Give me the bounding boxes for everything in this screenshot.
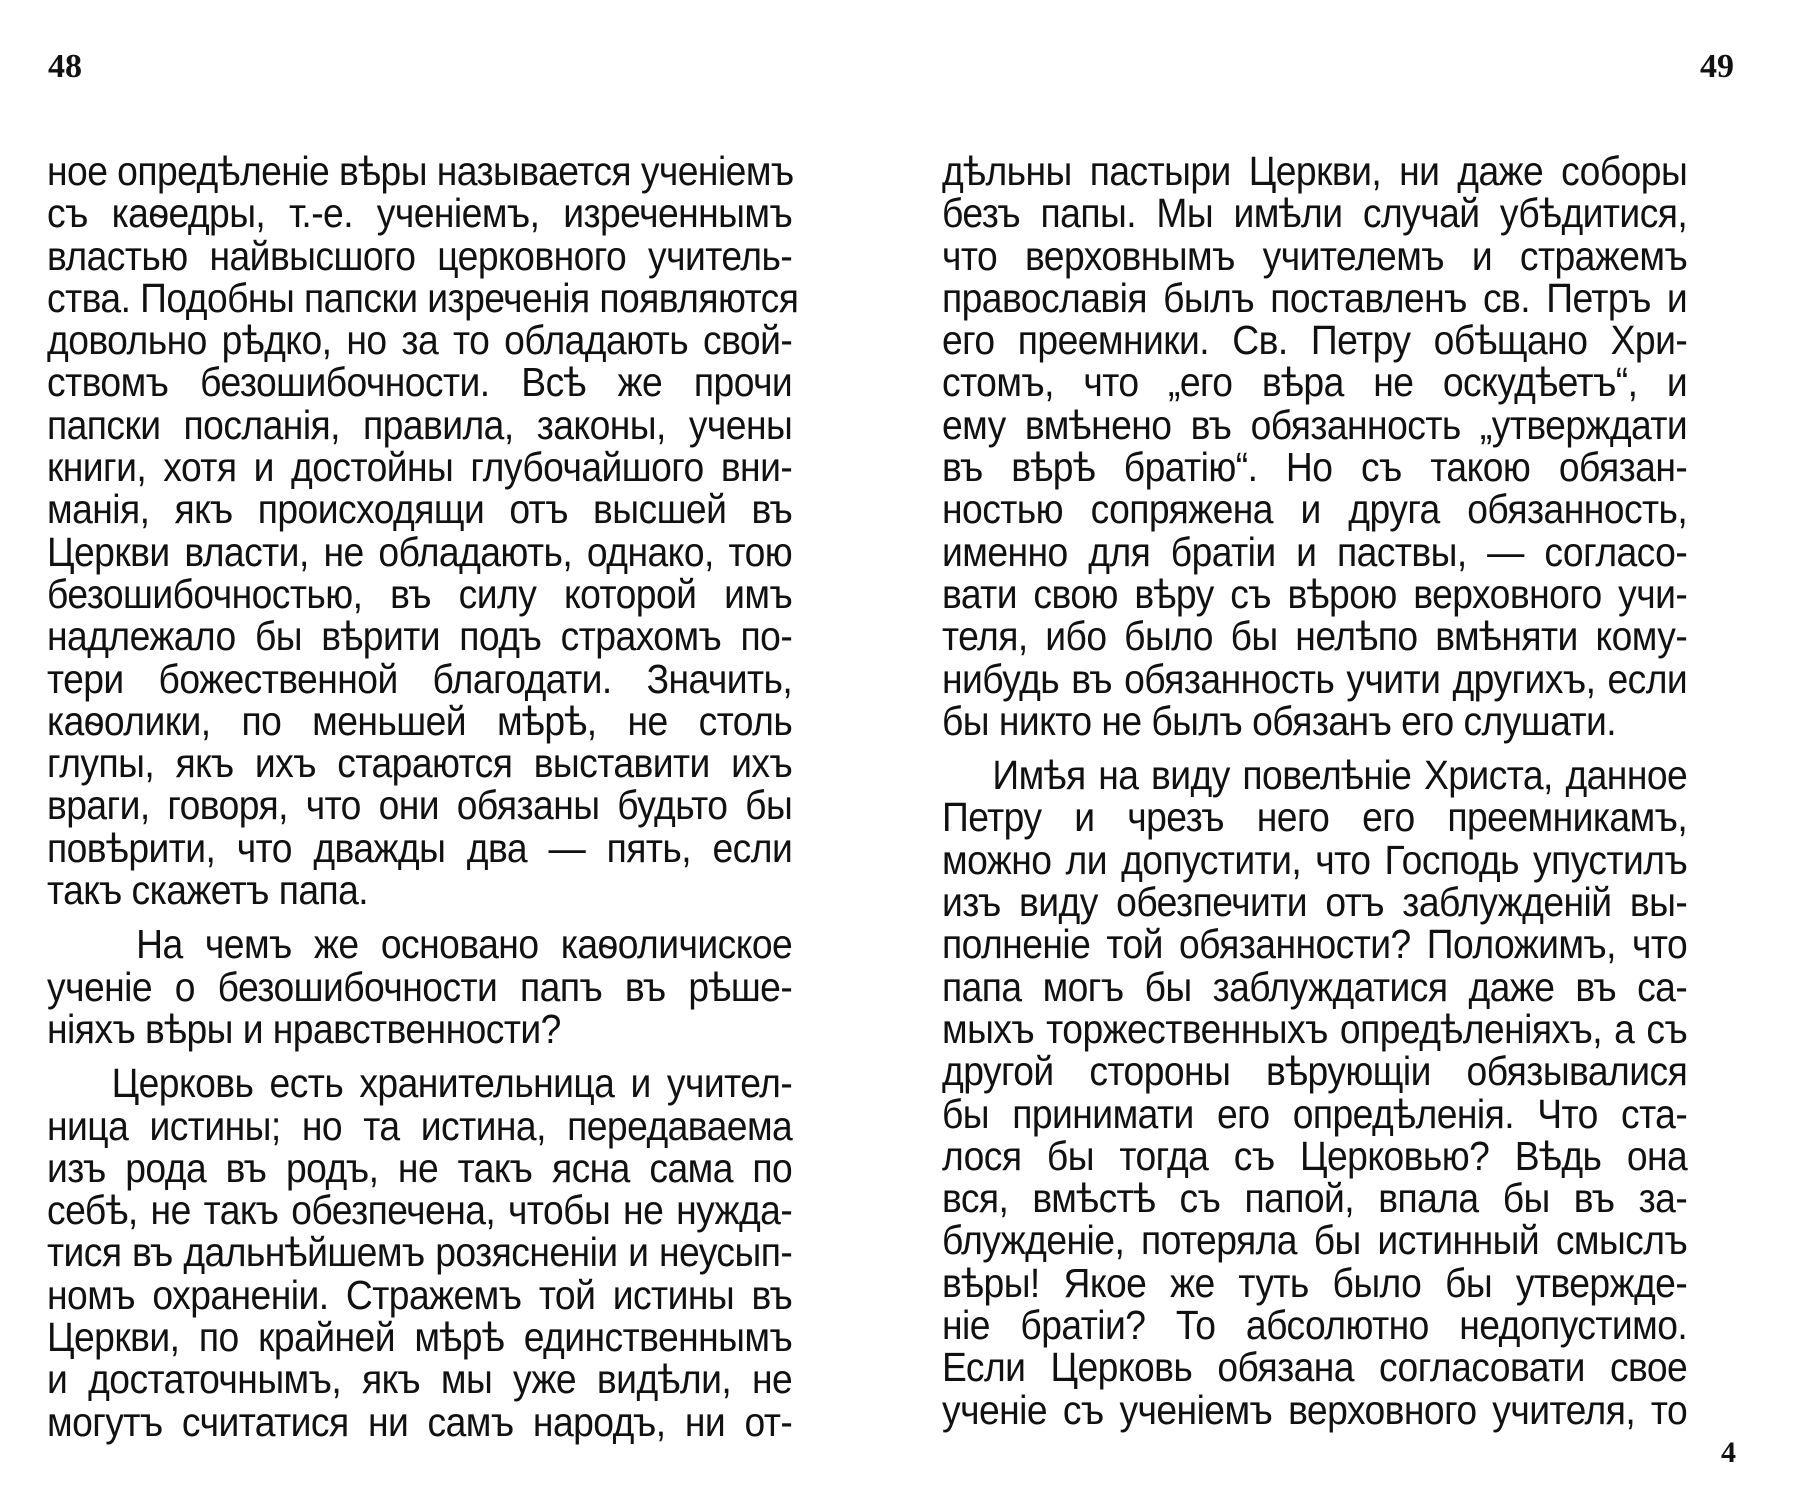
text-line: православія былъ поставленъ св. Петръ и xyxy=(942,274,1688,321)
text-line: враги, говоря, что они обязаны будьто бы xyxy=(47,782,793,829)
text-line: бы принимати его опредѣленія. Что ста- xyxy=(942,1090,1688,1137)
paragraph xyxy=(47,1062,792,1443)
signature-mark: 4 xyxy=(1721,1436,1736,1469)
text-line: глупы, якъ ихъ стараются выставити ихъ xyxy=(47,740,793,787)
text-line: изъ рода въ родъ, не такъ ясна сама по xyxy=(47,1144,793,1191)
text-line: ученіе съ ученіемъ верховного учителя, то xyxy=(942,1386,1688,1433)
text-line: въ вѣрѣ братію“. Но съ такою обязан- xyxy=(942,444,1688,491)
text-line: дѣльны пастыри Церкви, ни даже соборы xyxy=(942,148,1688,194)
text-line: ученіе о безошибочности папъ въ рѣше- xyxy=(47,963,793,1010)
text-line: себѣ, не такъ обезпечена, чтобы не нужда- xyxy=(47,1187,793,1234)
text-line: ствомъ безошибочности. Всѣ же прочи xyxy=(47,359,793,406)
text-line: надлежало бы вѣрити подъ страхомъ по- xyxy=(47,613,793,660)
left-page-column xyxy=(47,148,799,1445)
text-line: довольно рѣдко, но за то обладають свой- xyxy=(47,317,793,364)
text-line: мыхъ торжественныхъ опредѣленіяхъ, а съ xyxy=(942,1005,1688,1052)
text-line: вати свою вѣру съ вѣрою верховного учи- xyxy=(942,570,1688,617)
text-line: лося бы тогда съ Церковью? Вѣдь она xyxy=(942,1132,1688,1179)
text-line: На чемъ же основано каѳоличиское xyxy=(47,921,793,968)
text-line: папски посланія, правила, законы, учены xyxy=(47,401,793,448)
text-line: могутъ считатися ни самъ народъ, ни от- xyxy=(47,1398,793,1445)
text-line: бы никто не былъ обязанъ его слушати. xyxy=(942,697,1617,744)
paragraph xyxy=(47,148,799,914)
paragraph xyxy=(942,754,1687,1431)
text-line: ностью сопряжена и друга обязанность, xyxy=(942,486,1688,533)
text-line: вѣры! Якое же туть было бы утвержде- xyxy=(942,1259,1688,1306)
text-line: Имѣя на виду повелѣніе Христа, данное xyxy=(942,752,1688,799)
text-line: повѣрити, что дважды два — пять, если xyxy=(47,824,793,871)
text-line: блужденіе, потеряла бы истинный смыслъ xyxy=(942,1217,1688,1264)
text-line: Церкви, по крайней мѣрѣ единственнымъ xyxy=(47,1314,793,1361)
text-line: ница истины; но та истина, передаваема xyxy=(47,1102,793,1149)
text-line: Церковь есть хранительница и учител- xyxy=(47,1060,793,1107)
text-line: стомъ, что „его вѣра не оскудѣетъ“, и xyxy=(942,359,1688,406)
text-line: властью найвысшого церковного учитель- xyxy=(47,232,793,279)
text-line: ства. Подобны папски изреченія появляются xyxy=(47,274,799,321)
text-line: и достаточнымъ, якъ мы уже видѣли, не xyxy=(47,1356,793,1403)
text-line: нибудь въ обязанность учити другихъ, если xyxy=(942,655,1688,702)
text-line: что верховнымъ учителемъ и стражемъ xyxy=(942,232,1688,279)
text-line: манія, якъ происходящи отъ высшей въ xyxy=(47,486,793,533)
text-line: Если Церковь обязана согласовати свое xyxy=(942,1344,1688,1391)
text-line: Петру и чрезъ него его преемникамъ, xyxy=(942,794,1688,841)
text-line: ное опредѣленіе вѣры называется ученіемъ xyxy=(47,148,794,194)
page-number-right: 49 xyxy=(1700,48,1734,85)
text-line: можно ли допустити, что Господь упустилъ xyxy=(942,836,1688,883)
text-line: такъ скажетъ папа. xyxy=(47,867,369,914)
text-line: ему вмѣнено въ обязанность „утверждати xyxy=(942,401,1688,448)
text-line: ніяхъ вѣры и нравственности? xyxy=(47,1005,561,1052)
text-line: Церкви власти, не обладають, однако, тою xyxy=(47,528,793,575)
right-page-column xyxy=(942,150,1687,1431)
text-line: именно для братіи и паствы, — согласо- xyxy=(942,528,1688,575)
text-line: другой стороны вѣрующіи обязывалися xyxy=(942,1048,1688,1095)
text-line: изъ виду обезпечити отъ заблужденій вы- xyxy=(942,879,1688,926)
text-line: номъ охраненіи. Стражемъ той истины въ xyxy=(47,1271,793,1318)
text-line: каѳолики, по меньшей мѣрѣ, не столь xyxy=(47,697,793,744)
text-line: папа могъ бы заблуждатися даже въ са- xyxy=(942,963,1688,1010)
text-line: съ каѳедры, т.-е. ученіемъ, изреченнымъ xyxy=(47,190,793,237)
text-line: безъ папы. Мы имѣли случай убѣдитися, xyxy=(942,190,1688,237)
text-line: тися въ дальнѣйшемъ розясненіи и неусып- xyxy=(47,1229,793,1276)
text-line: книги, хотя и достойны глубочайшого вни- xyxy=(47,444,793,491)
paragraph xyxy=(942,150,1687,742)
text-line: вся, вмѣстѣ съ папой, впала бы въ за- xyxy=(942,1175,1688,1222)
paragraph xyxy=(47,923,792,1050)
text-line: тери божественной благодати. Значить, xyxy=(47,655,793,702)
text-line: его преемники. Св. Петру обѣщано Хри- xyxy=(942,317,1688,364)
text-line: полненіе той обязанности? Положимъ, что xyxy=(942,921,1688,968)
text-line: безошибочностью, въ силу которой имъ xyxy=(47,570,793,617)
page-number-left: 48 xyxy=(48,48,82,85)
text-line: ніе братіи? То абсолютно недопустимо. xyxy=(942,1302,1688,1349)
text-line: теля, ибо было бы нелѣпо вмѣняти кому- xyxy=(942,613,1688,660)
